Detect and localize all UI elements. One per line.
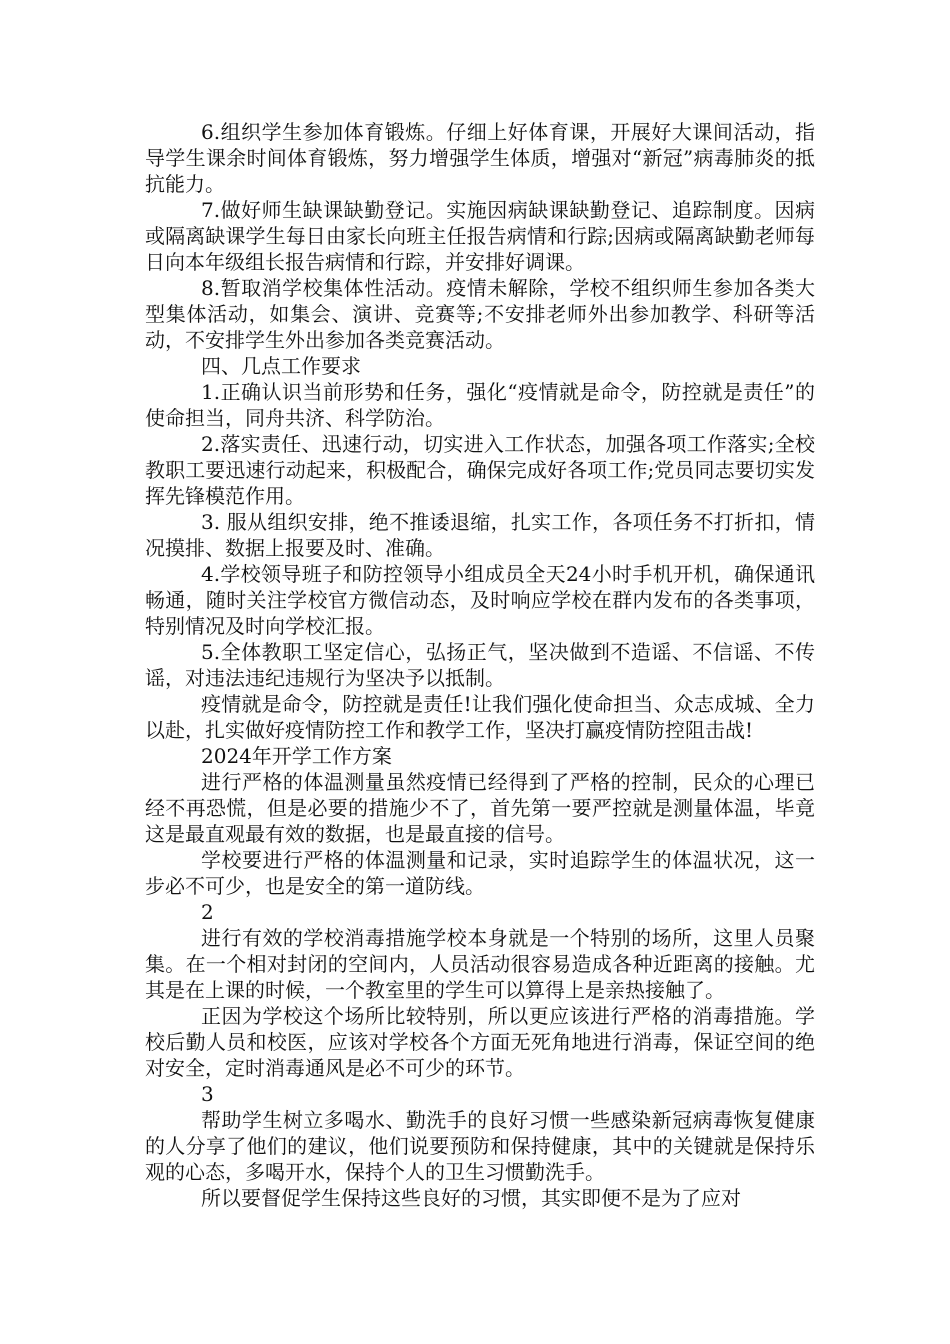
paragraph-disinfection-details: 正因为学校这个场所比较特别，所以更应该进行严格的消毒措施。学校后勤人员和校医，应该对学校各个方面无死角地进行消毒，保证空间的绝对安全，定时消毒通风是必不可少的环节。: [145, 1004, 815, 1080]
paragraph-disinfection-measures: 进行有效的学校消毒措施学校本身就是一个特别的场所，这里人员聚集。在一个相对封闭的空间内，人员活动很容易造成各种近距离的接触。尤其是在上课的时候，一个教室里的学生可以算得上是亲热接触了。: [145, 926, 815, 1002]
paragraph-hygiene-habits: 帮助学生树立多喝水、勤洗手的良好习惯一些感染新冠病毒恢复健康的人分享了他们的建议，他们说要预防和保持健康，其中的关键就是保持乐观的心态，多喝开水，保持个人的卫生习惯勤洗手。: [145, 1108, 815, 1184]
section-number-3: 3: [201, 1082, 214, 1106]
paragraph-temperature-measurement: 进行严格的体温测量虽然疫情已经得到了严格的控制，民众的心理已经不再恐慌，但是必要的措施少不了，首先第一要严控就是测量体温，毕竟这是最直观最有效的数据，也是最直接的信号。: [145, 770, 815, 846]
paragraph-requirement-5: 5.全体教职工坚定信心，弘扬正气，坚决做到不造谣、不信谣、不传谣，对违法违纪违规行为坚决予以抵制。: [145, 640, 815, 690]
paragraph-item-8-cancel-collective-activities: 8.暂取消学校集体性活动。疫情未解除，学校不组织师生参加各类大型集体活动，如集会、演讲、竞赛等;不安排老师外出参加教学、科研等活动，不安排学生外出参加各类竞赛活动。: [145, 276, 815, 352]
paragraph-closing-call: 疫情就是命令，防控就是责任!让我们强化使命担当、众志成城、全力以赴，扎实做好疫情防控工作和教学工作，坚决打赢疫情防控阻击战!: [145, 692, 815, 742]
section-number-2: 2: [201, 900, 214, 924]
paragraph-requirement-4: 4.学校领导班子和防控领导小组成员全天24小时手机开机，确保通讯畅通，随时关注学校官方微信动态，及时响应学校在群内发布的各类事项，特别情况及时向学校汇报。: [145, 562, 815, 638]
section-heading-work-requirements: 四、几点工作要求: [201, 354, 361, 378]
paragraph-item-7-absence-registration: 7.做好师生缺课缺勤登记。实施因病缺课缺勤登记、追踪制度。因病或隔离缺课学生每日由家长向班主任报告病情和行踪;因病或隔离缺勤老师每日向本年级组长报告病情和行踪，并安排好调课。: [145, 198, 815, 274]
paragraph-temperature-records: 学校要进行严格的体温测量和记录，实时追踪学生的体温状况，这一步必不可少，也是安全的第一道防线。: [145, 848, 815, 898]
paragraph-item-6-physical-exercise: 6.组织学生参加体育锻炼。仔细上好体育课，开展好大课间活动，指导学生课余时间体育锻炼，努力增强学生体质，增强对“新冠”病毒肺炎的抵抗能力。: [145, 120, 815, 196]
section-heading-school-opening-plan: 2024年开学工作方案: [201, 744, 392, 768]
document-body: [145, 119, 815, 1211]
paragraph-requirement-2: 2.落实责任、迅速行动，切实进入工作状态，加强各项工作落实;全校教职工要迅速行动起来，积极配合，确保完成好各项工作;党员同志要切实发挥先锋模范作用。: [145, 432, 815, 508]
paragraph-supervise-habits: 所以要督促学生保持这些良好的习惯，其实即便不是为了应对: [201, 1186, 741, 1210]
paragraph-requirement-3: 3. 服从组织安排，绝不推诿退缩，扎实工作，各项任务不打折扣，情况摸排、数据上报要及时、准确。: [145, 510, 815, 560]
paragraph-requirement-1: 1.正确认识当前形势和任务，强化“疫情就是命令，防控就是责任”的使命担当，同舟共济、科学防治。: [145, 380, 815, 430]
